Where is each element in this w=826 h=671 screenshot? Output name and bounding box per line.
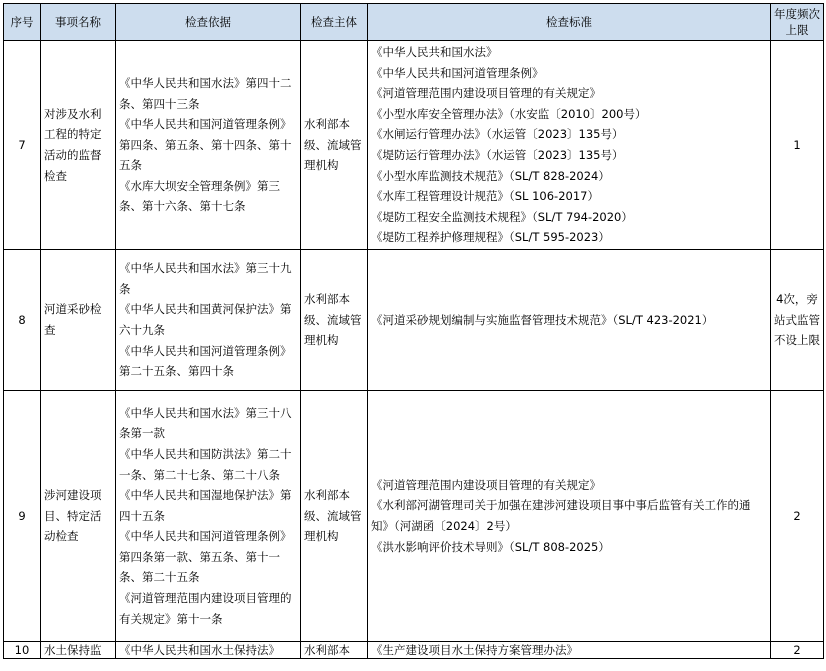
item-name: 河道采砂检查 (41, 250, 116, 391)
annual-frequency: 2 (771, 642, 824, 659)
basis-line: 《河道管理范围内建设项目管理的有关规定》第十一条 (119, 591, 292, 626)
basis-line: 《中华人民共和国水法》第三十九条 (119, 261, 292, 296)
basis-line: 《中华人民共和国河道管理条例》第四条第一款、第五条、第十一条、第二十五条 (119, 529, 292, 585)
standard-line: 《河道管理范围内建设项目管理的有关规定》 (371, 86, 601, 101)
item-name: 对涉及水利工程的特定活动的监督检查 (41, 41, 116, 250)
inspection-standard (368, 250, 771, 391)
inspection-basis (116, 391, 301, 642)
standard-line: 《小型水库监测技术规范》（SL/T 828-2024） (371, 168, 610, 183)
inspection-table (3, 3, 824, 659)
basis-line: 《中华人民共和国水法》第三十八条第一款 (119, 405, 292, 441)
standard-line: 《河道管理范围内建设项目管理的有关规定》 (371, 477, 601, 492)
standard-line: 《中华人民共和国河道管理条例》 (371, 65, 544, 80)
annual-frequency: 2 (771, 391, 824, 642)
header-item: 事项名称 (41, 4, 116, 41)
table-row (4, 391, 824, 642)
item-name: 涉河建设项目、特定活动检查 (41, 391, 116, 642)
annual-frequency: 1 (771, 41, 824, 250)
standard-line: 《水库工程管理设计规范》（SL 106-2017） (371, 189, 599, 204)
inspection-basis (116, 41, 301, 250)
inspection-standard (368, 41, 771, 250)
standard-line: 《水利部河湖管理司关于加强在建涉河建设项目事中事后监管有关工作的通知》（河湖函〔2024〕2号） (371, 498, 751, 533)
standard-line: 《河道采砂规划编制与实施监督管理技术规范》（SL/T 423-2021） (371, 312, 714, 327)
header-standard: 检查标准 (368, 4, 771, 41)
header-row (4, 4, 824, 41)
standard-line: 《堤防工程养护修理规程》（SL/T 595-2023） (371, 230, 610, 245)
inspection-standard (368, 391, 771, 642)
row-no: 7 (4, 41, 41, 250)
header-subject: 检查主体 (301, 4, 368, 41)
inspection-basis (116, 642, 301, 659)
inspection-subject: 水利部本 (301, 642, 368, 659)
inspection-subject: 水利部本级、流域管理机构 (301, 391, 368, 642)
standard-line: 《洪水影响评价技术导则》（SL/T 808-2025） (371, 539, 610, 554)
table-row (4, 41, 824, 250)
basis-line: 《中华人民共和国河道管理条例》 第二十五条、第四十条 (119, 343, 292, 379)
inspection-subject: 水利部本级、流域管理机构 (301, 250, 368, 391)
basis-line: 《中华人民共和国防洪法》第二十一条、第二十七条、第二十八条 (119, 446, 292, 482)
basis-line: 《中华人民共和国水土保持法》 (119, 643, 280, 657)
table-row (4, 642, 824, 659)
inspection-basis (116, 250, 301, 391)
header-frequency: 年度频次上限 (771, 4, 824, 41)
basis-line: 《中华人民共和国水法》第四十二条、第四十三条 (119, 75, 292, 111)
standard-line: 《水闸运行管理办法》（水运管〔2023〕135号） (371, 127, 624, 142)
annual-frequency: 4次，旁站式监管不设上限 (771, 250, 824, 391)
standard-line: 《堤防工程安全监测技术规程》（SL/T 794-2020） (371, 209, 633, 224)
standard-line: 《生产建设项目水土保持方案管理办法》 (371, 643, 578, 657)
row-no: 9 (4, 391, 41, 642)
inspection-standard (368, 642, 771, 659)
basis-line: 《中华人民共和国河道管理条例》第四条、第五条、第十四条、第十五条 (119, 117, 292, 173)
header-basis: 检查依据 (116, 4, 301, 41)
row-no: 8 (4, 250, 41, 391)
header-no: 序号 (4, 4, 41, 41)
basis-line: 《中华人民共和国湿地保护法》第四十五条 (119, 488, 292, 523)
table-row (4, 250, 824, 391)
standard-line: 《中华人民共和国水法》 (371, 45, 498, 60)
basis-line: 《水库大坝安全管理条例》第三条、第十六条、第十七条 (119, 178, 280, 214)
standard-line: 《堤防运行管理办法》（水运管〔2023〕135号） (371, 148, 624, 162)
inspection-subject: 水利部本级、流域管理机构 (301, 41, 368, 250)
basis-line: 《中华人民共和国黄河保护法》第六十九条 (119, 302, 292, 337)
row-no: 10 (4, 642, 41, 659)
item-name: 水土保持监 (41, 642, 116, 659)
standard-line: 《小型水库安全管理办法》（水安监〔2010〕200号） (371, 106, 647, 121)
